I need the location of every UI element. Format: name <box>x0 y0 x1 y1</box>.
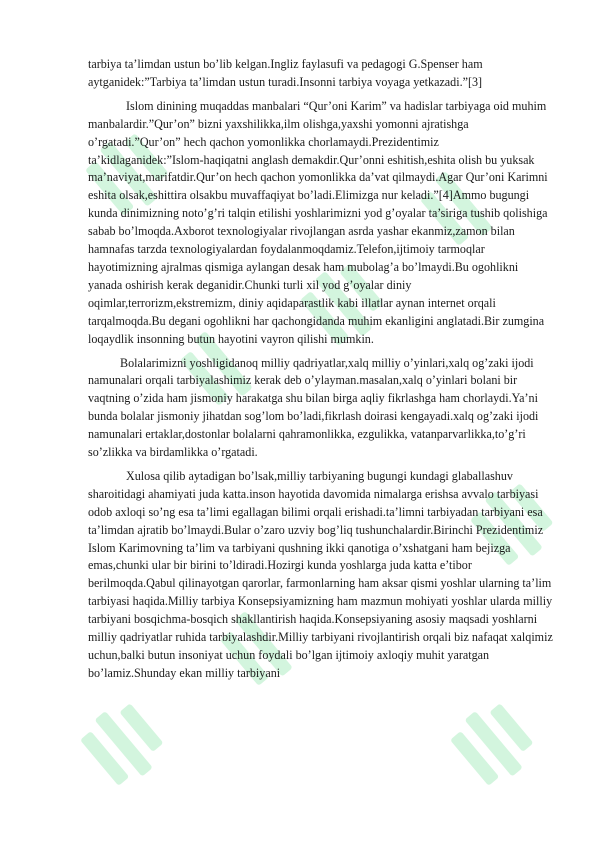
document-body <box>88 56 554 689</box>
paragraph-4: Xulosa qilib aytadigan bo’lsak,milliy tarbiyaning bugungi kundagi glaballashuv sharoitidagi ahamiyati juda katta.inson hayotida davomida nimalarga erishsa avvalo tarbiyasi odob axloqi so’ng esa ta’limi egallagan bilimi orqali erishadi.ta’limni tarbiyadan tarbiyani esa ta’limdan ajratib bo’lmaydi.Bular o’zaro uzviy bog’liq tushunchalardir.Birinchi Prezidentimiz Islom Karimovning ta’lim va tarbiyani qushning ikki qanotiga o’xshatgani ham bejizga emas,chunki ular bir birini to’ldiradi.Hozirgi kunda yoshlarga juda katta e’tibor berilmoqda.Qabul qilinayotgan qarorlar, farmonlarning ham aksar qismi yoshlar ularning ta’lim tarbiyasi haqida.Milliy tarbiya Konsepsiyamizning ham mazmun mohiyati yoshlar ularda milliy tarbiyani bosqichma-bosqich shakllantirish haqida.Konsepsiyaning asosiy maqsadi yoshlarni milliy qadriyatlar ruhida tarbiyalashdir.Milliy tarbiyani rivojlantirish orqali biz nafaqat xalqimiz uchun,balki butun insoniyat uchun foydali bo’lgan ijtimoiy axloqiy muhit yaratgan bo’lamiz.Shunday ekan milliy tarbiyani <box>88 468 553 680</box>
paragraph-1: tarbiya ta’limdan ustun bo’lib kelgan.Ingliz faylasufi va pedagogi G.Spenser ham aytganidek:”Tarbiya ta’limdan ustun turadi.Insonni tarbiya voyaga yetkazadi.”[3] <box>88 57 483 89</box>
paragraph-2: Islom dinining muqaddas manbalari “Qur’oni Karim” va hadislar tarbiyaga oid muhim manbalardir.”Qur’on” bizni yaxshilikka,ilm olishga,yaxshi yomonni ajratishga o’rgatadi.”Qur’on” hech qachon yomonlikka chorlamaydi.Prezidentimiz ta’kidlaganidek:”Islom-haqiqatni anglash demakdir.Qur’onni eshitish,eshita olish bu yuksak ma’naviyat,marifatdir.Qur’on hech qachon yomonlikka da’vat qilmaydi.Agar Qur’oni Karimni eshita olsak,eshittira olsakbu muvaffaqiyat bo’ladi.Elimizga nur keladi.”[4]Ammo bugungi kunda dinimizning noto’g’ri talqin etilishi yoshlarimizni yod g’oyalar ta’siriga tushib qolishiga sabab bo’lmoqda.Axborot texnologiyalar rivojlangan asrda yashar ekanmiz,zamon bilan hamnafas tarzda texnologiyalardan foydalanmoqdamiz.Telefon,ijtimoiy tarmoqlar hayotimizning ajralmas qismiga aylangan desak ham mubolag’a bo’lmaydi.Bu ogohlikni yanada oshirish kerak deganidir.Chunki turli xil yod g’oyalar diniy oqimlar,terrorizm,ekstremizm, diniy aqidaparastlik kabi illatlar aynan internet orqali tarqalmoqda.Bu degani ogohlikni har qachongidanda muhim ekanligini anglatadi.Bir zumgina loqaydlik insonning butun hayotini vayron qilishi mumkin. <box>88 98 548 346</box>
paragraph-3: Bolalarimizni yoshligidanoq milliy qadriyatlar,xalq milliy o’yinlari,xalq og’zaki ijodi namunalari orqali tarbiyalashimiz kerak deb o’ylayman.masalan,xalq o’yinlari bolani bir vaqtning o’zida ham jismoniy harakatga shu bilan birga aqliy fikrlashga ham chorlaydi.Ya’ni bunda bolalar jismoniy jihatdan sog’lom bo’ladi,fikrlash doirasi kengayadi.xalq og’zaki ijodi namunalari ertaklar,dostonlar bolalarni qahramonlikka, ezgulikka, vatanparvarlikka,to’g’ri so’zlikka va birdamlikka o’rgatadi. <box>88 355 539 460</box>
